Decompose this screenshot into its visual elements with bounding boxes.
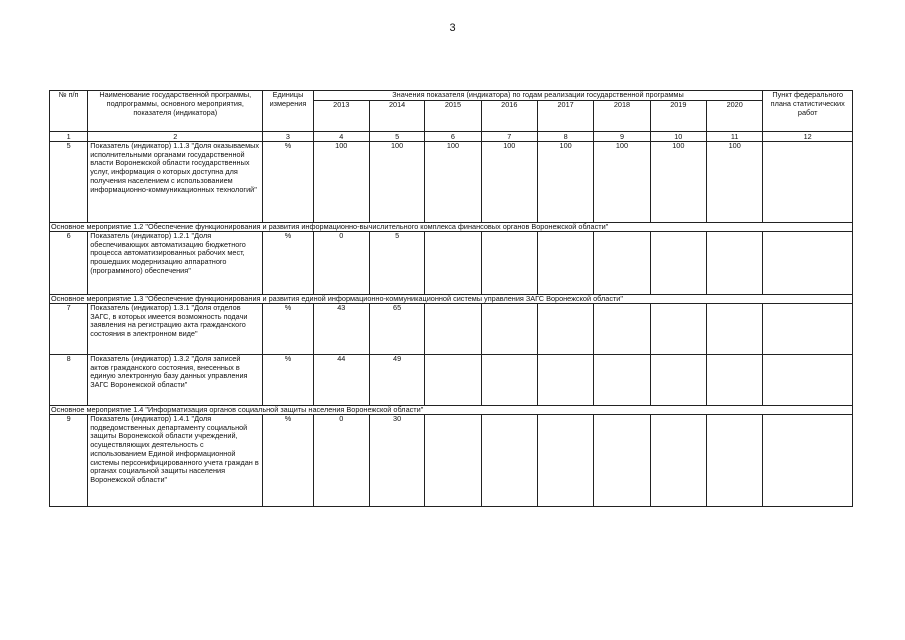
unit-cell: %	[263, 354, 313, 405]
header-year: 2015	[425, 100, 481, 131]
value-cell	[650, 354, 706, 405]
federal-plan-cell	[763, 303, 853, 354]
value-cell	[650, 231, 706, 294]
value-cell: 65	[369, 303, 424, 354]
column-number: 1	[50, 131, 88, 141]
page-number: 3	[449, 22, 456, 34]
indicator-name: Показатель (индикатор) 1.4.1 "Доля подведомственных департаменту социальной защиты Воронежской области учреждений, осуществляющих деятельность с использованием Единой информационной системы персонифицированного учета граждан в органах социальной защиты населения Воронежской области"	[88, 414, 263, 506]
value-cell: 100	[650, 141, 706, 222]
header-name: Наименование государственной программы, подпрограммы, основного мероприятия, показателя (индикатора)	[88, 91, 263, 132]
section-row	[50, 222, 853, 231]
column-number: 4	[313, 131, 369, 141]
value-cell: 100	[425, 141, 481, 222]
federal-plan-cell	[763, 141, 853, 222]
value-cell	[537, 414, 593, 506]
value-cell	[481, 414, 537, 506]
column-number: 2	[88, 131, 263, 141]
federal-plan-cell	[763, 354, 853, 405]
value-cell	[706, 414, 762, 506]
column-number: 6	[425, 131, 481, 141]
section-title: Основное мероприятие 1.3 "Обеспечение функционирования и развития единой информационно-коммуникационной системы управления ЗАГС Воронежской области"	[50, 294, 853, 303]
header-year: 2019	[650, 100, 706, 131]
row-number: 8	[50, 354, 88, 405]
indicator-name: Показатель (индикатор) 1.3.1 "Доля отделов ЗАГС, в которых имеется возможность подачи заявления на регистрацию акта гражданского состояния в электронном виде"	[88, 303, 263, 354]
value-cell	[706, 354, 762, 405]
federal-plan-cell	[763, 231, 853, 294]
section-title: Основное мероприятие 1.4 "Информатизация органов социальной защиты населения Воронежской области"	[50, 405, 853, 414]
row-number: 5	[50, 141, 88, 222]
column-number: 7	[481, 131, 537, 141]
federal-plan-cell	[763, 414, 853, 506]
indicators-table	[49, 90, 853, 507]
indicator-name: Показатель (индикатор) 1.1.3 "Доля оказываемых исполнительными органами государственной власти Воронежской области государственных услуг, информация о которых доступна для получения населением с использованием информационно-коммуникационных технологий"	[88, 141, 263, 222]
header-year: 2018	[594, 100, 650, 131]
header-year: 2013	[313, 100, 369, 131]
value-cell: 100	[594, 141, 650, 222]
column-number: 12	[763, 131, 853, 141]
value-cell	[481, 303, 537, 354]
column-number: 11	[706, 131, 762, 141]
value-cell: 30	[369, 414, 424, 506]
value-cell: 0	[313, 231, 369, 294]
value-cell	[537, 354, 593, 405]
value-cell: 5	[369, 231, 424, 294]
header-year: 2017	[537, 100, 593, 131]
header-unit: Единицы измерения	[263, 91, 313, 132]
column-number: 8	[537, 131, 593, 141]
value-cell: 100	[706, 141, 762, 222]
value-cell	[425, 303, 481, 354]
value-cell	[537, 303, 593, 354]
unit-cell: %	[263, 303, 313, 354]
header-federal-plan: Пункт федерального плана статистических работ	[763, 91, 853, 132]
value-cell	[594, 414, 650, 506]
value-cell	[481, 354, 537, 405]
header-values-group: Значения показателя (индикатора) по годам реализации государственной программы	[313, 91, 763, 101]
value-cell: 100	[313, 141, 369, 222]
column-number: 9	[594, 131, 650, 141]
column-number: 3	[263, 131, 313, 141]
header-num: № п/п	[50, 91, 88, 132]
value-cell: 49	[369, 354, 424, 405]
unit-cell: %	[263, 231, 313, 294]
value-cell: 100	[537, 141, 593, 222]
column-number: 5	[369, 131, 424, 141]
indicator-name: Показатель (индикатор) 1.2.1 "Доля обеспечивающих автоматизацию бюджетного процесса автоматизированных рабочих мест, прошедших модернизацию аппаратного (программного) обеспечения"	[88, 231, 263, 294]
table-row	[50, 303, 853, 354]
value-cell	[537, 231, 593, 294]
table-row	[50, 231, 853, 294]
value-cell: 44	[313, 354, 369, 405]
value-cell	[594, 303, 650, 354]
value-cell: 0	[313, 414, 369, 506]
section-row	[50, 294, 853, 303]
unit-cell: %	[263, 141, 313, 222]
column-number-row	[50, 131, 853, 141]
value-cell	[425, 231, 481, 294]
row-number: 6	[50, 231, 88, 294]
value-cell	[481, 231, 537, 294]
value-cell	[706, 231, 762, 294]
unit-cell: %	[263, 414, 313, 506]
header-year: 2016	[481, 100, 537, 131]
table-row	[50, 141, 853, 222]
value-cell	[650, 414, 706, 506]
value-cell	[594, 354, 650, 405]
value-cell	[650, 303, 706, 354]
value-cell	[706, 303, 762, 354]
section-row	[50, 405, 853, 414]
value-cell	[425, 354, 481, 405]
indicator-name: Показатель (индикатор) 1.3.2 "Доля записей актов гражданского состояния, внесенных в единую электронную базу данных управления ЗАГС Воронежской области"	[88, 354, 263, 405]
value-cell: 100	[481, 141, 537, 222]
value-cell	[425, 414, 481, 506]
row-number: 7	[50, 303, 88, 354]
table-row	[50, 414, 853, 506]
section-title: Основное мероприятие 1.2 "Обеспечение функционирования и развития информационно-вычислительного комплекса финансовых органов Воронежской области"	[50, 222, 853, 231]
value-cell: 100	[369, 141, 424, 222]
value-cell	[594, 231, 650, 294]
table-row	[50, 354, 853, 405]
value-cell: 43	[313, 303, 369, 354]
row-number: 9	[50, 414, 88, 506]
header-year: 2020	[706, 100, 762, 131]
column-number: 10	[650, 131, 706, 141]
header-year: 2014	[369, 100, 424, 131]
